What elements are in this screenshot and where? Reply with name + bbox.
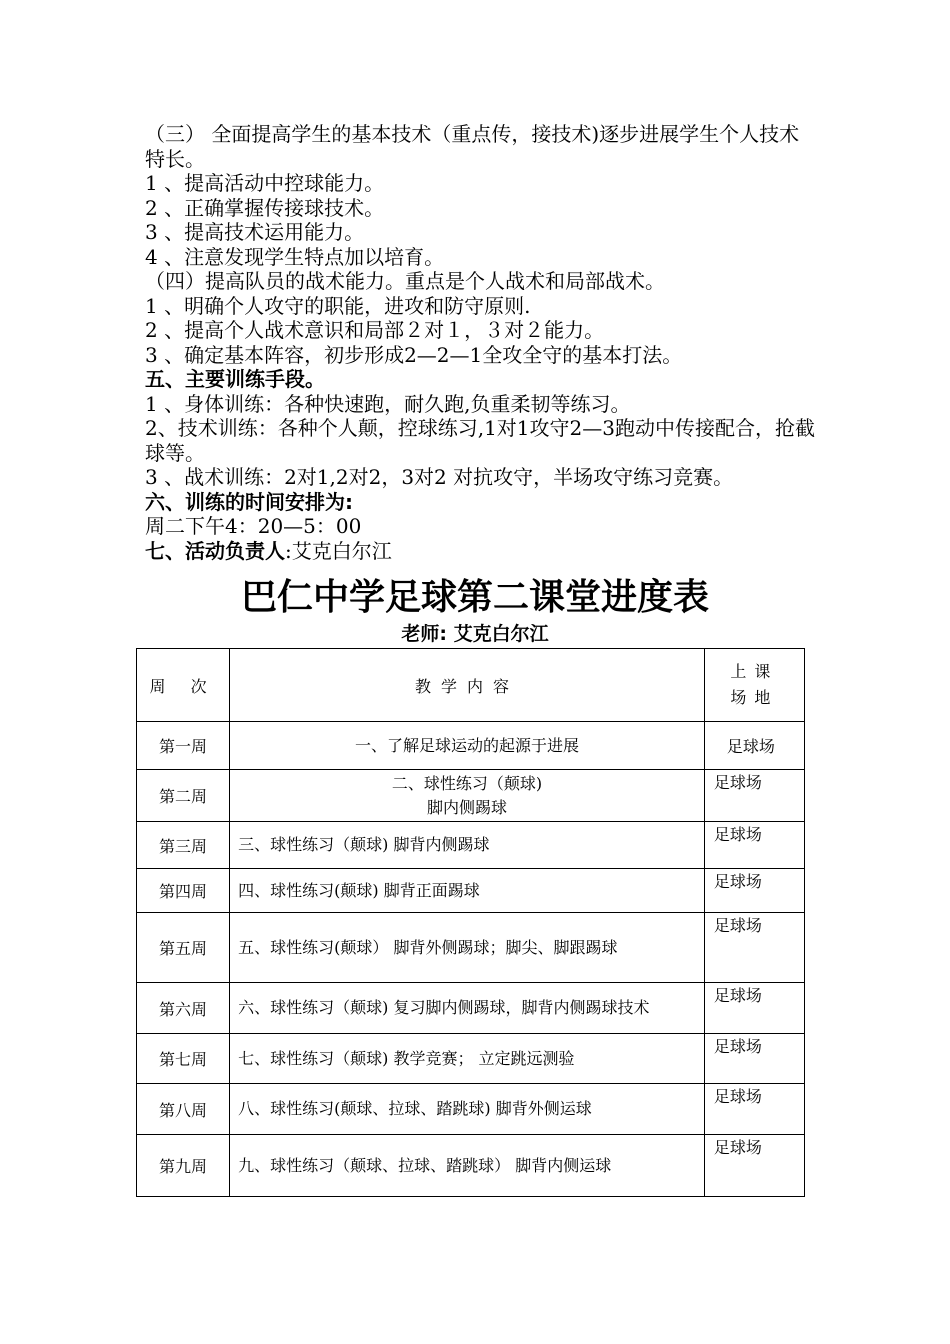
row-week: 第二周 <box>137 770 230 822</box>
row-venue: 足球场 <box>704 822 804 869</box>
row-week: 第五周 <box>137 913 230 983</box>
section-6-heading: 六、训练的时间安排为: <box>145 489 353 514</box>
row-content-line1: 二、球性练习（颠球) <box>391 773 543 793</box>
list-item: 2、技术训练：各种个人颠，控球练习,1对1攻守2—3跑动中传接配合，抢截球等。 <box>145 416 815 465</box>
list-item: 1 、提高活动中控球能力。 <box>145 171 385 195</box>
table-row <box>137 770 805 822</box>
row-venue: 足球场 <box>704 770 804 822</box>
header-week: 周 次 <box>137 649 230 722</box>
table-row <box>137 722 805 770</box>
row-week: 第四周 <box>137 869 230 913</box>
row-venue: 足球场 <box>704 869 804 913</box>
row-week: 第三周 <box>137 822 230 869</box>
list-item: 3 、战术训练：2对1,2对2，3对2 对抗攻守，半场攻守练习竞赛。 <box>145 465 734 489</box>
list-item: 2 、正确掌握传接球技术。 <box>145 195 385 220</box>
header-venue-line1: 上课 <box>730 662 779 681</box>
row-content: 七、球性练习（颠球) 教学竞赛； 立定跳远测验 <box>230 1034 705 1084</box>
header-content: 教学内容 <box>230 649 705 722</box>
table-row <box>137 869 805 913</box>
list-item: 1 、身体训练：各种快速跑，耐久跑,负重柔韧等练习。 <box>145 391 631 416</box>
table-row <box>137 1135 805 1197</box>
row-content: 六、球性练习（颠球) 复习脚内侧踢球，脚背内侧踢球技术 <box>230 983 705 1034</box>
list-item: 3 、提高技术运用能力。 <box>145 220 365 244</box>
table-row <box>137 1034 805 1084</box>
row-venue: 足球场 <box>704 983 804 1034</box>
row-content: 三、球性练习（颠球) 脚背内侧踢球 <box>230 822 705 869</box>
document-title: 巴仁中学足球第二课堂进度表 <box>240 577 709 618</box>
row-content <box>230 770 705 822</box>
row-week: 第九周 <box>137 1135 230 1197</box>
table-header-row <box>137 649 805 722</box>
list-item: 4 、注意发现学生特点加以培育。 <box>145 244 445 269</box>
row-venue: 足球场 <box>704 722 804 770</box>
row-venue: 足球场 <box>704 1135 804 1197</box>
row-content: 九、球性练习（颠球、拉球、踏跳球） 脚背内侧运球 <box>230 1135 705 1197</box>
list-item: 2 、提高个人战术意识和局部２对１，３对２能力。 <box>145 318 605 342</box>
paragraph-4: （四）提高队员的战术能力。重点是个人战术和局部战术。 <box>145 269 665 293</box>
table-row <box>137 822 805 869</box>
row-week: 第一周 <box>137 722 230 770</box>
table-row <box>137 983 805 1034</box>
progress-table <box>136 648 805 1197</box>
table-row <box>137 1084 805 1135</box>
row-content: 一、了解足球运动的起源于进展 <box>230 722 705 770</box>
row-content-line2: 脚内侧踢球 <box>426 797 507 817</box>
section-7 <box>145 539 815 564</box>
row-content: 八、球性练习(颠球、拉球、踏跳球) 脚背外侧运球 <box>230 1084 705 1135</box>
table-row <box>137 913 805 983</box>
row-week: 第八周 <box>137 1084 230 1135</box>
section-5-heading: 五、主要训练手段。 <box>145 367 325 391</box>
list-item: 3 、确定基本阵容，初步形成2—2—1全攻全守的基本打法。 <box>145 342 683 367</box>
section-7-value: :艾克白尔江 <box>285 538 392 563</box>
row-content: 四、球性练习(颠球) 脚背正面踢球 <box>230 869 705 913</box>
body-text <box>145 122 815 563</box>
list-item: 1 、明确个人攻守的职能，进攻和防守原则. <box>145 293 531 318</box>
row-venue: 足球场 <box>704 1034 804 1084</box>
row-week: 第六周 <box>137 983 230 1034</box>
schedule-time: 周二下午4：20—5：00 <box>145 514 362 538</box>
paragraph-3: （三） 全面提高学生的基本技术（重点传，接技术)逐步进展学生个人技术特长。 <box>145 122 800 171</box>
row-venue: 足球场 <box>704 1084 804 1135</box>
header-venue <box>704 649 804 722</box>
row-week: 第七周 <box>137 1034 230 1084</box>
teacher-line: 老师: 艾克白尔江 <box>401 623 549 645</box>
header-venue-line2: 场地 <box>730 688 779 707</box>
section-7-heading: 七、活动负责人 <box>145 538 285 563</box>
row-venue: 足球场 <box>704 913 804 983</box>
row-content: 五、球性练习(颠球） 脚背外侧踢球；脚尖、脚跟踢球 <box>230 913 705 983</box>
